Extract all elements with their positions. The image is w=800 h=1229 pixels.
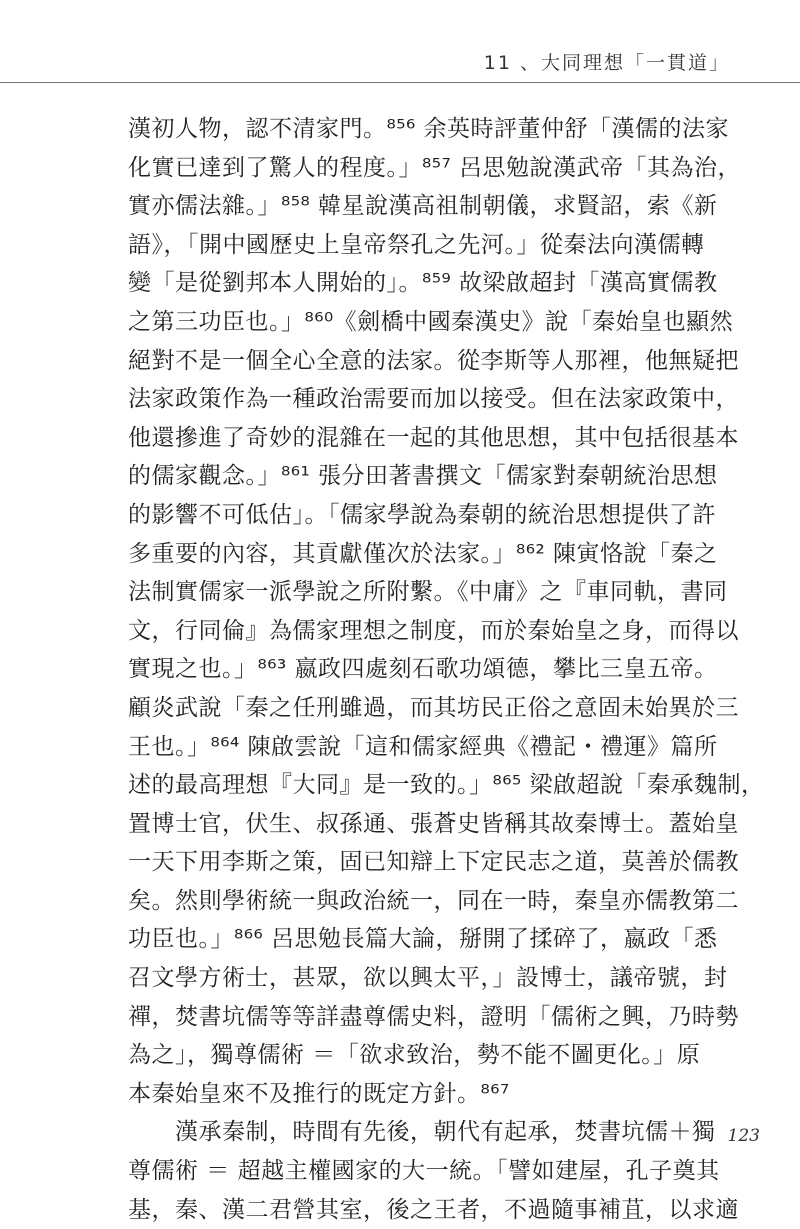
text-line: 實亦儒法雜。」⁸⁵⁸ 韓星說漢高祖制朝儀，求賢詔，索《新 bbox=[128, 193, 718, 220]
text-line: 一天下用李斯之策，固已知辯上下定民志之道，莫善於儒教 bbox=[128, 849, 739, 876]
text-line: 語》，「開中國歷史上皇帝祭孔之先河。」從秦法向漢儒轉 bbox=[128, 231, 705, 258]
text-line: 實現之也。」⁸⁶³ 嬴政四處刻石歌功頌德，攀比三皇五帝。 bbox=[128, 656, 718, 683]
text-line: 之第三功臣也。」⁸⁶⁰《劍橋中國秦漢史》說「秦始皇也顯然 bbox=[128, 308, 734, 335]
text-line: 漢初人物，認不清家門。⁸⁵⁶ 余英時評董仲舒「漢儒的法家 bbox=[128, 116, 729, 142]
text-line: 的儒家觀念。」⁸⁶¹ 張分田著書撰文「儒家對秦朝統治思想 bbox=[128, 463, 718, 490]
text-line: 化實已達到了驚人的程度。」⁸⁵⁷ 呂思勉說漢武帝「其為治， bbox=[128, 154, 741, 181]
page-number: 123 bbox=[727, 1126, 760, 1146]
text-line: 功臣也。」⁸⁶⁶ 呂思勉長篇大論，掰開了揉碎了，嬴政「悉 bbox=[128, 926, 718, 953]
text-line: 置博士官，伏生、叔孫通、張蒼史皆稱其故秦博士。蓋始皇 bbox=[128, 810, 739, 837]
text-line: 顧炎武說「秦之任刑雖過，而其坊民正俗之意固未始異於三 bbox=[128, 694, 739, 721]
text-line: 絕對不是一個全心全意的法家。從李斯等人那裡，他無疑把 bbox=[128, 347, 739, 374]
paragraph-end-line: 本秦始皇來不及推行的既定方針。⁸⁶⁷ bbox=[128, 1080, 510, 1107]
text-line: 的影響不可低估」。「儒家學說為秦朝的統治思想提供了許 bbox=[128, 501, 716, 528]
text-line: 文，行同倫』為儒家理想之制度，而於秦始皇之身，而得以 bbox=[128, 617, 739, 644]
text-line: 召文學方術士，甚眾，欲以興太平，」設博士，議帝號，封 bbox=[128, 965, 728, 992]
text-line: 矣。然則學術統一與政治統一，同在一時，秦皇亦儒教第二 bbox=[128, 887, 739, 914]
text-line: 法家政策作為一種政治需要而加以接受。但在法家政策中， bbox=[128, 386, 739, 413]
text-line: 王也。」⁸⁶⁴ 陳啟雲說「這和儒家經典《禮記・禮運》篇所 bbox=[128, 733, 718, 760]
header-rule bbox=[0, 82, 800, 83]
running-head: 11 、大同理想「一貫道」 bbox=[483, 52, 730, 74]
text-line: 尊儒術 ＝ 超越主權國家的大一統。「譬如建屋，孔子奠其 bbox=[128, 1158, 720, 1185]
text-line: 禪，焚書坑儒等等詳盡尊儒史料，證明「儒術之興，乃時勢 bbox=[128, 1003, 739, 1030]
text-line: 基，秦、漢二君營其室，後之王者，不過隨事補苴，以求適 bbox=[128, 1196, 739, 1223]
text-line: 為之」，獨尊儒術 ＝「欲求致治，勢不能不圖更化。」原 bbox=[128, 1042, 701, 1069]
text-line: 變「是從劉邦本人開始的」。⁸⁵⁹ 故梁啟超封「漢高實儒教 bbox=[128, 270, 718, 297]
text-line: 法制實儒家一派學說之所附繫。《中庸》之『車同軌，書同 bbox=[128, 579, 728, 606]
text-line: 述的最高理想『大同』是一致的。」⁸⁶⁵ 梁啟超說「秦承魏制， bbox=[128, 772, 765, 799]
text-line: 多重要的內容，其貢獻僅次於法家。」⁸⁶² 陳寅恪說「秦之 bbox=[128, 540, 718, 567]
text-line: 他還摻進了奇妙的混雜在一起的其他思想，其中包括很基本 bbox=[128, 424, 739, 451]
text-line: 漢承秦制，時間有先後，朝代有起承，焚書坑儒＋獨 bbox=[128, 1119, 716, 1146]
